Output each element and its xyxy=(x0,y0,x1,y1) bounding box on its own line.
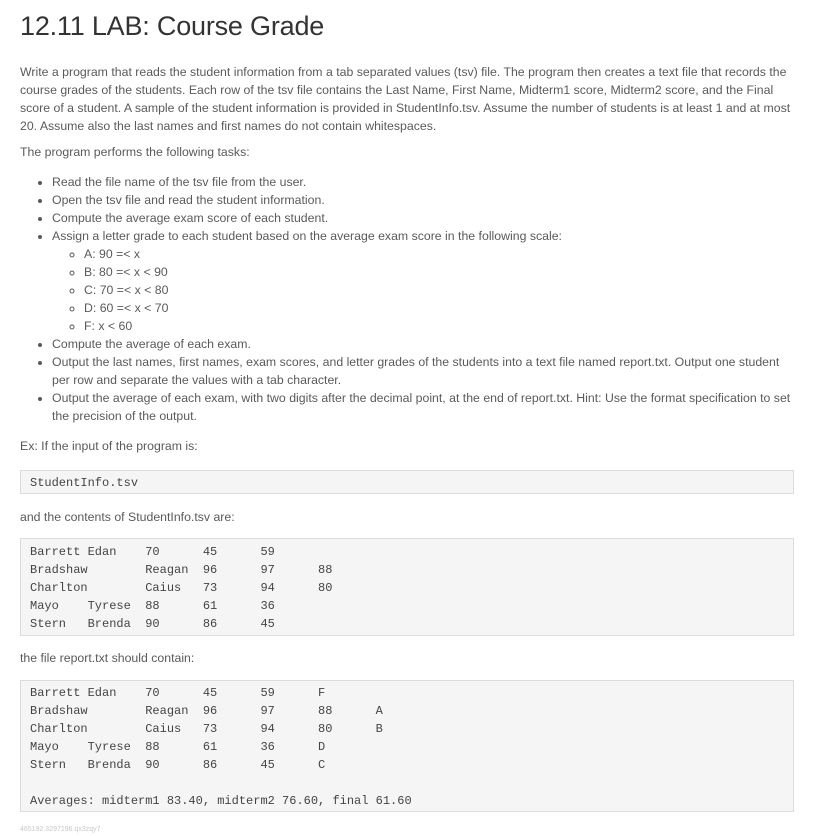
code-line: Barrett Edan 70 45 59 xyxy=(30,545,275,559)
example-input-block xyxy=(20,470,794,494)
tsv-contents-block xyxy=(20,538,794,636)
contents-intro: and the contents of StudentInfo.tsv are: xyxy=(20,510,235,524)
code-line-blank xyxy=(30,774,793,792)
code-line: Barrett Edan 70 45 59 F xyxy=(30,686,326,700)
intro-paragraph: Write a program that reads the student information from a tab separated values (tsv) file. The program then creates a text file that records the course grades of the students. Each row of the tsv file contains the Last Name, First Name, Midterm1 score, Midterm2 score, and the Final score of a student. A sample of the student information is provided in StudentInfo.tsv. Assume the number of students is at least 1 and at most 20. Assume also the last names and first names do not contain whitespaces. xyxy=(20,65,791,133)
code-line: Charlton Caius 73 94 80 xyxy=(30,581,333,595)
page-title: 12.11 LAB: Course Grade xyxy=(20,11,325,41)
task-item: • Output the average of each exam, with two digits after the decimal point, at the end of report.txt. Hint: Use the format specification to set the precision of the output. xyxy=(52,389,796,425)
grade-scale-item: ◦ B: 80 =< x < 90 xyxy=(84,263,796,281)
tasks-intro: The program performs the following tasks: xyxy=(20,145,250,159)
grade-scale-item: ◦ D: 60 =< x < 70 xyxy=(84,299,796,317)
watermark-id: 465192.3297196.qx3zqy7 xyxy=(20,826,101,833)
task-item: • Compute the average exam score of each student. xyxy=(52,209,796,227)
task-item: • Compute the average of each exam. xyxy=(52,335,796,353)
code-line: Mayo Tyrese 88 61 36 xyxy=(30,599,275,613)
report-contents-block xyxy=(20,680,794,812)
task-item-grade-scale xyxy=(52,227,796,335)
code-line-averages: Averages: midterm1 83.40, midterm2 76.60, final 61.60 xyxy=(30,794,412,808)
code-line: Stern Brenda 90 86 45 xyxy=(30,617,275,631)
code-line: Bradshaw Reagan 96 97 88 xyxy=(30,563,333,577)
grade-scale-item: ◦ A: 90 =< x xyxy=(84,245,796,263)
task-list xyxy=(20,173,796,425)
example-intro: Ex: If the input of the program is: xyxy=(20,439,198,453)
code-line: Stern Brenda 90 86 45 C xyxy=(30,758,326,772)
grade-scale-list xyxy=(52,245,796,335)
code-line: Charlton Caius 73 94 80 B xyxy=(30,722,383,736)
task-item: • Open the tsv file and read the student information. xyxy=(52,191,796,209)
code-line: StudentInfo.tsv xyxy=(30,476,139,490)
code-line: Bradshaw Reagan 96 97 88 A xyxy=(30,704,383,718)
grade-scale-item: ◦ C: 70 =< x < 80 xyxy=(84,281,796,299)
grade-scale-item: ◦ F: x < 60 xyxy=(84,317,796,335)
task-item: • Output the last names, first names, exam scores, and letter grades of the students into a text file named report.txt. Output one student per row and separate the values with a tab character. xyxy=(52,353,796,389)
task-item: • Read the file name of the tsv file from the user. xyxy=(52,173,796,191)
report-intro: the file report.txt should contain: xyxy=(20,651,195,665)
task-item-label: Assign a letter grade to each student based on the average exam score in the following scale: xyxy=(52,229,562,243)
code-line: Mayo Tyrese 88 61 36 D xyxy=(30,740,326,754)
